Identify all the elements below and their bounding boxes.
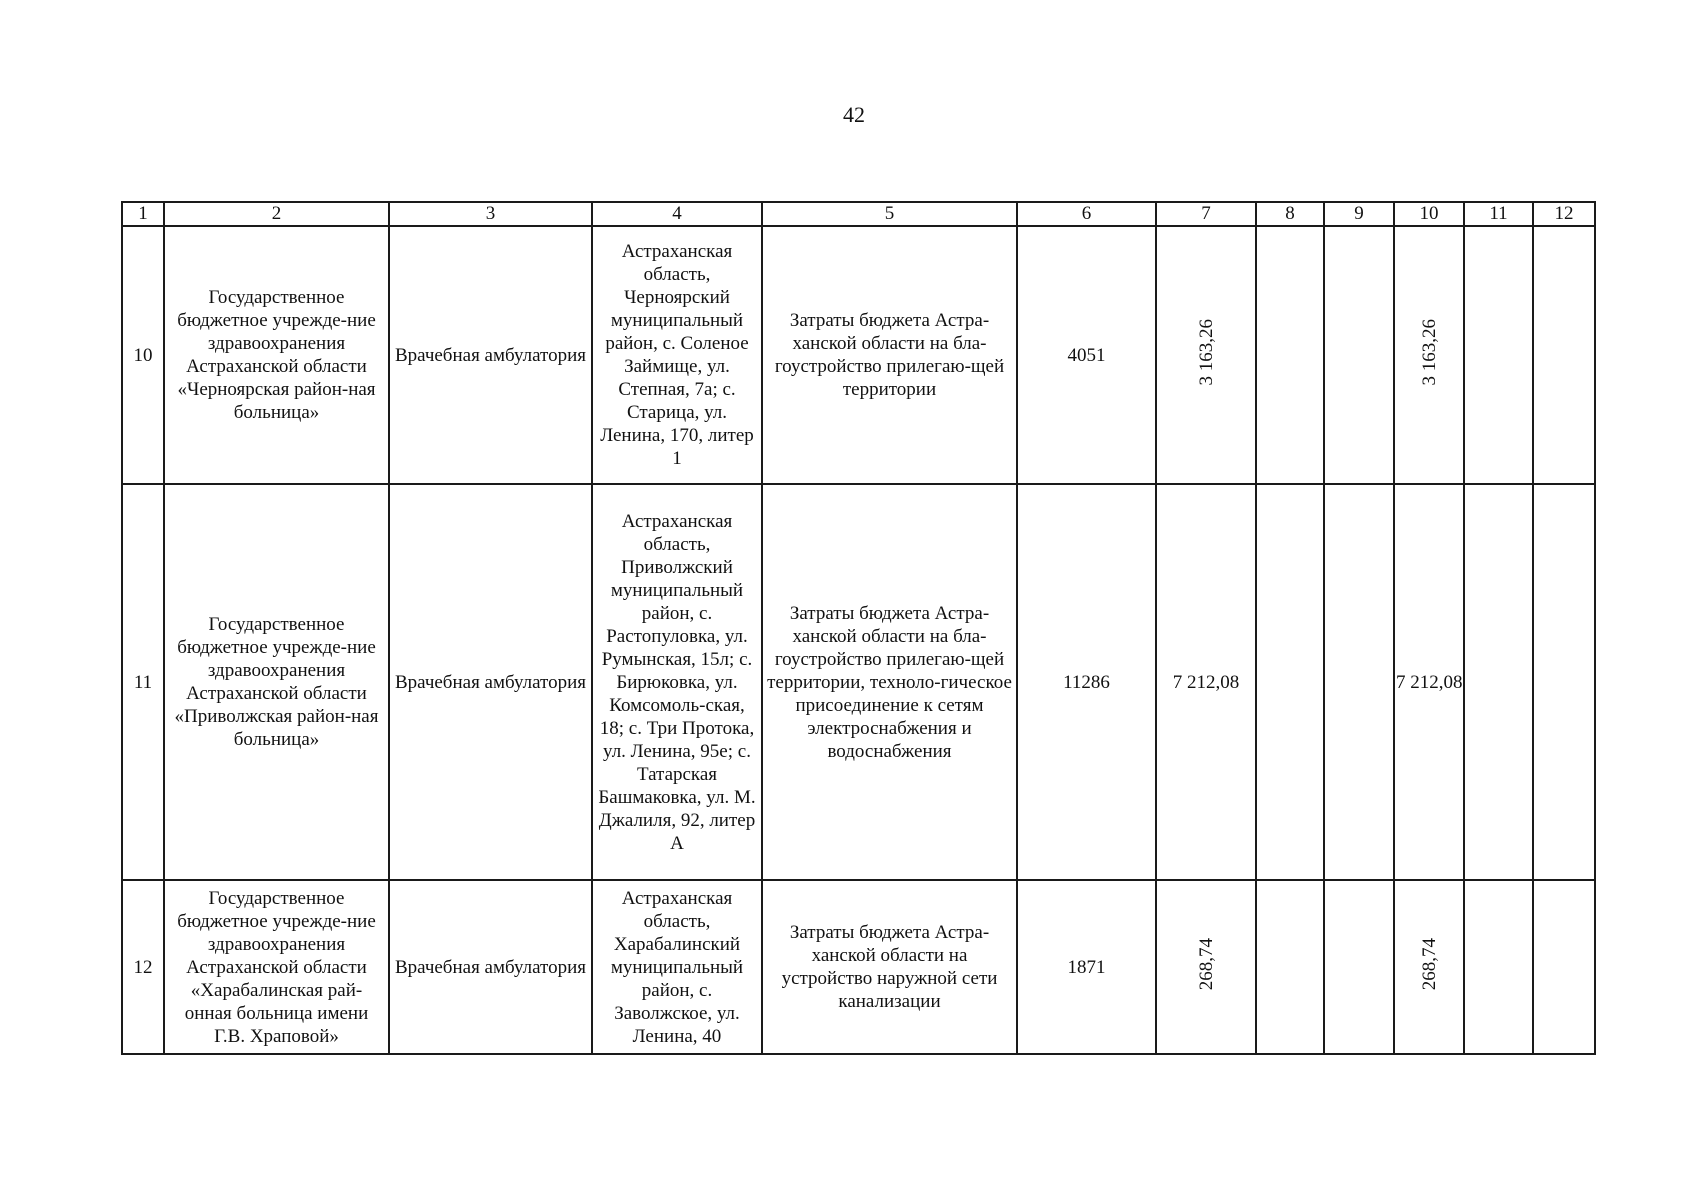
column-header: 8 xyxy=(1256,202,1324,226)
table-row xyxy=(122,880,1595,1054)
purpose-cell: Затраты бюджета Астра-ханской области на бла-гоустройство прилегаю-щей территории, техноло-гическое присоединение к сетям электроснабжения и водоснабжения xyxy=(762,484,1017,880)
column-12-value xyxy=(1533,226,1595,484)
row-number: 11 xyxy=(122,484,164,880)
column-9-value xyxy=(1324,484,1394,880)
object-cell: Врачебная амбулатория xyxy=(389,880,592,1054)
column-6-value: 11286 xyxy=(1017,484,1156,880)
column-12-value xyxy=(1533,880,1595,1054)
purpose-cell: Затраты бюджета Астра-ханской области на бла-гоустройство прилегаю-щей территории xyxy=(762,226,1017,484)
column-9-value xyxy=(1324,226,1394,484)
row-number: 10 xyxy=(122,226,164,484)
column-11-value xyxy=(1464,880,1533,1054)
column-8-value xyxy=(1256,484,1324,880)
table-row xyxy=(122,226,1595,484)
column-6-value: 4051 xyxy=(1017,226,1156,484)
institution-cell: Государственное бюджетное учрежде-ние здравоохранения Астраханской области «Черноярская район-ная больница» xyxy=(164,226,389,484)
object-cell: Врачебная амбулатория xyxy=(389,226,592,484)
page-number: 42 xyxy=(843,102,865,127)
object-cell: Врачебная амбулатория xyxy=(389,484,592,880)
column-7-cell xyxy=(1156,226,1256,484)
column-header: 11 xyxy=(1464,202,1533,226)
column-header: 7 xyxy=(1156,202,1256,226)
budget-table xyxy=(121,201,1596,1055)
column-header: 10 xyxy=(1394,202,1464,226)
column-10-cell xyxy=(1394,226,1464,484)
column-10-value: 7 212,08 xyxy=(1394,484,1464,880)
column-header: 3 xyxy=(389,202,592,226)
column-10-cell xyxy=(1394,880,1464,1054)
column-header: 1 xyxy=(122,202,164,226)
column-header: 9 xyxy=(1324,202,1394,226)
institution-cell: Государственное бюджетное учрежде-ние здравоохранения Астраханской области «Приволжская район-ная больница» xyxy=(164,484,389,880)
column-header: 12 xyxy=(1533,202,1595,226)
column-10-value: 268,74 xyxy=(1418,937,1440,991)
column-7-value: 3 163,26 xyxy=(1195,318,1217,386)
column-8-value xyxy=(1256,226,1324,484)
address-cell: Астраханская область, Харабалинский муниципальный район, с. Заволжское, ул. Ленина, 40 xyxy=(592,880,762,1054)
column-6-value: 1871 xyxy=(1017,880,1156,1054)
address-cell: Астраханская область, Черноярский муниципальный район, с. Соленое Займище, ул. Степная, 7а; с. Старица, ул. Ленина, 170, литер 1 xyxy=(592,226,762,484)
column-7-cell xyxy=(1156,880,1256,1054)
column-header: 6 xyxy=(1017,202,1156,226)
column-9-value xyxy=(1324,880,1394,1054)
column-8-value xyxy=(1256,880,1324,1054)
address-cell: Астраханская область, Приволжский муниципальный район, с. Растопуловка, ул. Румынская, 15л; с. Бирюковка, ул. Комсомоль-ская, 18; с. Три Протока, ул. Ленина, 95е; с. Татарская Башмаковка, ул. М. Джалиля, 92, литер А xyxy=(592,484,762,880)
header-row xyxy=(122,202,1595,226)
purpose-cell: Затраты бюджета Астра-ханской области на устройство наружной сети канализации xyxy=(762,880,1017,1054)
column-header: 2 xyxy=(164,202,389,226)
column-11-value xyxy=(1464,226,1533,484)
institution-cell: Государственное бюджетное учрежде-ние здравоохранения Астраханской области «Харабалинская рай-онная больница имени Г.В. Храповой» xyxy=(164,880,389,1054)
column-header: 4 xyxy=(592,202,762,226)
column-10-value: 3 163,26 xyxy=(1418,318,1440,386)
column-header: 5 xyxy=(762,202,1017,226)
row-number: 12 xyxy=(122,880,164,1054)
table-row xyxy=(122,484,1595,880)
column-7-value: 7 212,08 xyxy=(1156,484,1256,880)
column-11-value xyxy=(1464,484,1533,880)
column-12-value xyxy=(1533,484,1595,880)
column-7-value: 268,74 xyxy=(1195,937,1217,991)
